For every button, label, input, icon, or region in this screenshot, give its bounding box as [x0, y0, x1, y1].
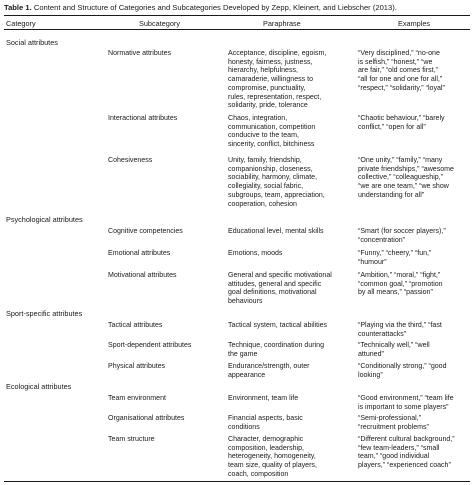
category-label: Ecological attributes	[6, 382, 72, 391]
subcategory-name: Cognitive competencies	[108, 228, 183, 235]
paraphrase-cell: Acceptance, discipline, egoism, honesty, fairness, justness, hierarchy, helpfulness, camaraderie, willingness to compromise, punctuality, rules, representation, respect, solidarity, pride, tolerance	[228, 50, 327, 110]
category-label: Sport-specific attributes	[6, 309, 83, 318]
paraphrase-cell: Environment, team life	[228, 395, 299, 402]
subcategory-name: Normative attributes	[108, 50, 172, 57]
category-label: Psychological attributes	[6, 215, 83, 224]
subcategory-name: Organisational attributes	[108, 415, 185, 422]
subcategory-name: Emotional attributes	[108, 250, 171, 257]
paraphrase-cell: General and specific motivational attitudes, general and specific goal definitions, motivational behaviours	[228, 272, 332, 306]
examples-cell: “Technically well,” “well attuned”	[358, 342, 430, 358]
examples-cell: “Smart (for soccer players),” “concentration”	[358, 228, 446, 244]
paraphrase-cell: Tactical system, tactical abilities	[228, 322, 328, 329]
subcategory-name: Interactional attributes	[108, 115, 178, 122]
table-caption-text: Content and Structure of Categories and Subcategories Developed by Zepp, Kleinert, and Liebscher (2013).	[33, 3, 397, 12]
paraphrase-cell: Character, demographic composition, leadership, heterogeneity, homogeneity, team size, quality of players, coach, composition	[228, 436, 317, 478]
examples-cell: “Funny,” “cheery,” “fun,” “humour”	[358, 250, 432, 266]
examples-cell: “One unity,” “family,” “many private friendships,” “awesome collective,” “colleagueship,” “we are one team,” “we show understanding for all”	[358, 157, 454, 199]
paraphrase-cell: Emotions, moods	[228, 250, 283, 257]
examples-cell: “Ambition,” “moral,” “fight,” “common goal,” “promotion by all means,” “passion”	[358, 272, 443, 297]
bottom-rule	[4, 481, 470, 482]
subcategory-name: Team environment	[108, 395, 166, 402]
paraphrase-cell: Technique, coordination during the game	[228, 342, 324, 358]
table-caption	[4, 3, 470, 13]
examples-cell: “Chaotic behaviour,” “barely conflict,” “open for all”	[358, 115, 445, 131]
subcategory-name: Tactical attributes	[108, 322, 163, 329]
subcategory-name: Motivational attributes	[108, 272, 177, 279]
top-rule	[4, 15, 470, 16]
paraphrase-cell: Financial aspects, basic conditions	[228, 415, 303, 431]
paraphrase-cell: Chaos, integration, communication, competition conducive to the team, sincerity, conflict, bitchiness	[228, 115, 316, 149]
examples-cell: “Very disciplined,” “no-one is selfish,” “honest,” “we are fair,” “old comes first,” “all for one and one for all,” “respect,” “solidarity,” “loyal”	[358, 50, 445, 92]
category-label: Social attributes	[6, 38, 58, 47]
examples-cell: “Good environment,” “team life is important to some players”	[358, 395, 454, 411]
paraphrase-cell: Educational level, mental skills	[228, 228, 324, 235]
subcategory-name: Sport-dependent attributes	[108, 342, 192, 349]
examples-cell: “Semi-professional,” “recruitment problems”	[358, 415, 429, 431]
examples-cell: “Playing via the third,” “fast counterattacks”	[358, 322, 442, 338]
header-examples: Examples	[398, 19, 431, 28]
subcategory-name: Physical attributes	[108, 363, 166, 370]
subcategory-name: Team structure	[108, 436, 155, 443]
paraphrase-cell: Endurance/strength, outer appearance	[228, 363, 310, 379]
examples-cell: “Different cultural background,” “few team-leaders,” “small team,” “good individual players,” “experienced coach”	[358, 436, 455, 470]
paraphrase-cell: Unity, family, friendship, companionship, closeness, sociability, harmony, climate, collegiality, social fabric, subgroups, team, appreciation, cooperation, cohesion	[228, 157, 325, 208]
header-subcategory: Subcategory	[139, 19, 180, 28]
header-rule	[4, 29, 470, 30]
header-category: Category	[6, 19, 36, 28]
table-caption-label: Table 1.	[4, 3, 32, 12]
examples-cell: “Conditionally strong,” “good looking”	[358, 363, 447, 379]
header-paraphrase: Paraphrase	[263, 19, 301, 28]
subcategory-name: Cohesiveness	[108, 157, 153, 164]
